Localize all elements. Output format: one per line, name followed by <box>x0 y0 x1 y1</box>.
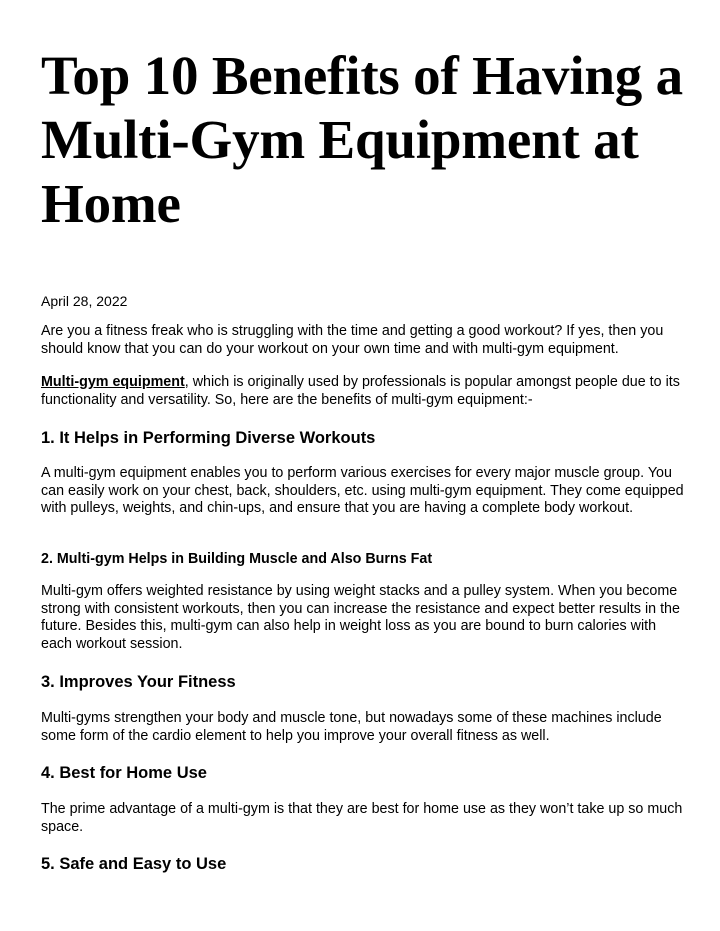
section-heading-4: 4. Best for Home Use <box>41 764 207 782</box>
section-body-2: Multi-gym offers weighted resistance by using weight stacks and a pulley system. When you become strong with consistent workouts, then you can increase the resistance and expect better results in the future. Besides this, multi-gym can also help in weight loss as you are bound to burn calories with each workout session. <box>41 583 680 652</box>
publish-date: April 28, 2022 <box>41 293 128 309</box>
article-title: Top 10 Benefits of Having a Multi-Gym Equipment at Home <box>41 45 683 234</box>
section-body-4: The prime advantage of a multi-gym is that they are best for home use as they won’t take up so much space. <box>41 801 683 835</box>
equipment-paragraph-text: , which is originally used by professionals is popular amongst people due to its functionality and versatility. So, here are the benefits of multi-gym equipment:- <box>41 374 680 408</box>
section-heading-1: 1. It Helps in Performing Diverse Workouts <box>41 429 376 447</box>
section-body-1: A multi-gym equipment enables you to perform various exercises for every major muscle group. You can easily work on your chest, back, shoulders, etc. using multi-gym equipment. They come equipped with pulleys, weights, and chin-ups, and ensure that you are having a complete body workout. <box>41 465 684 516</box>
section-body-3: Multi-gyms strengthen your body and muscle tone, but nowadays some of these machines include some form of the cardio element to help you improve your overall fitness as well. <box>41 710 662 744</box>
section-heading-3: 3. Improves Your Fitness <box>41 673 236 691</box>
intro-paragraph: Are you a fitness freak who is struggling with the time and getting a good workout? If yes, then you should know that you can do your workout on your own time and with multi-gym equipment. <box>41 323 664 357</box>
section-heading-5: 5. Safe and Easy to Use <box>41 855 227 873</box>
section-heading-2: 2. Multi-gym Helps in Building Muscle and Also Burns Fat <box>41 551 433 567</box>
equipment-paragraph <box>41 374 686 409</box>
multi-gym-equipment-link[interactable]: Multi-gym equipment <box>41 374 185 390</box>
